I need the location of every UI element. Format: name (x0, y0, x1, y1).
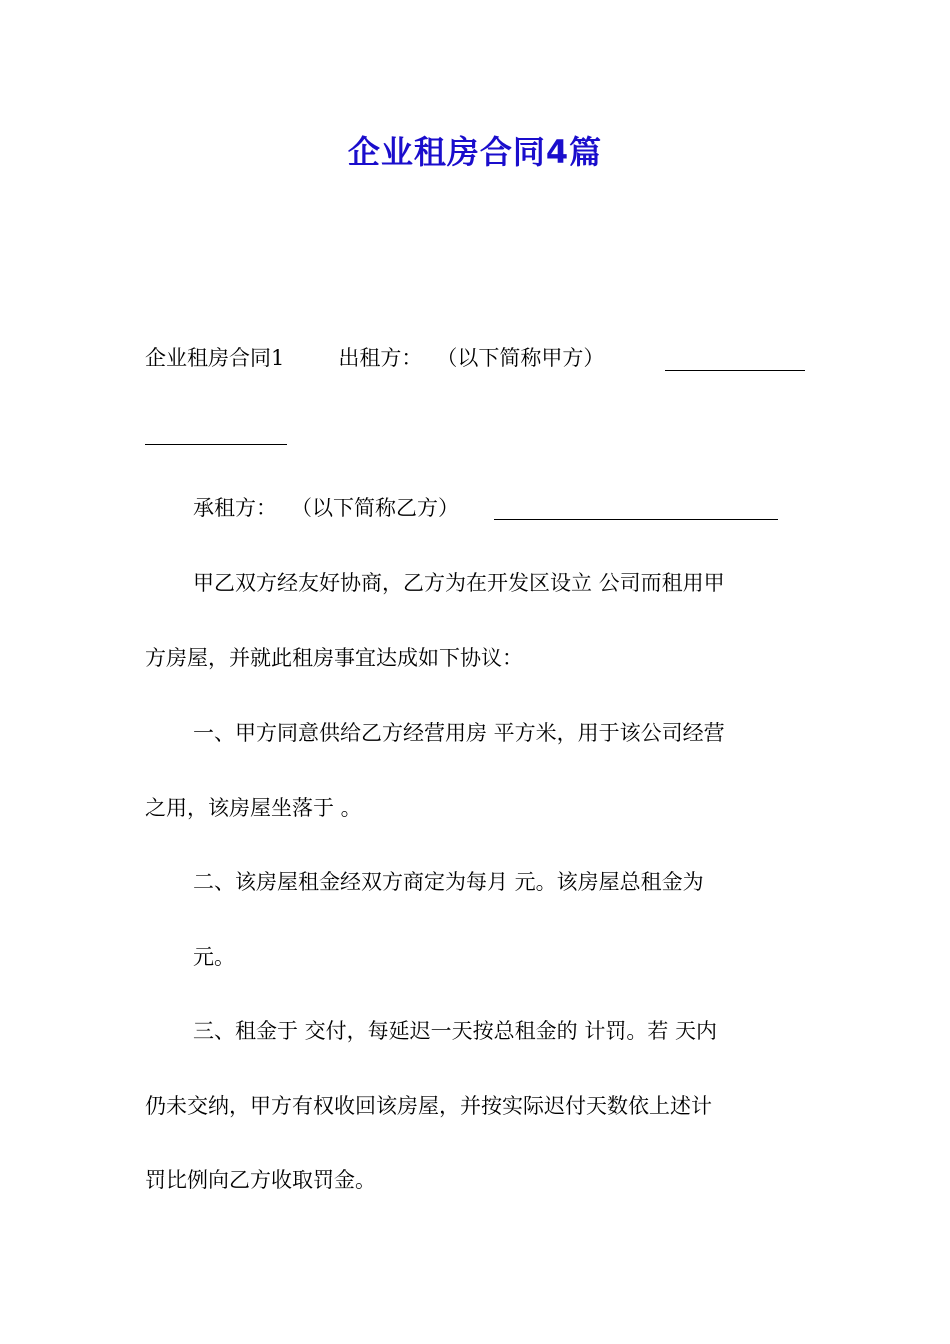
paragraph-1-line-2: 方房屋，并就此租房事宜达成如下协议： (145, 646, 523, 670)
paragraph-4-line-2: 仍未交纳，甲方有权收回该房屋，并按实际迟付天数依上述计 (145, 1094, 712, 1118)
lessee-label: 承租方： (193, 496, 277, 520)
paragraph-1-line-1: 甲乙双方经友好协商，乙方为在开发区设立 公司而租用甲 (193, 571, 725, 595)
lessor-label: 出租方： (338, 346, 423, 370)
document-title: 企业租房合同4篇 (347, 133, 603, 171)
lessee-abbrev: （以下简称乙方） (291, 496, 459, 520)
paragraph-4-line-3: 罚比例向乙方收取罚金。 (145, 1168, 376, 1192)
lessor-abbrev: （以下简称甲方） (436, 346, 605, 370)
paragraph-3-line-2: 元。 (193, 945, 235, 969)
contract-heading: 企业租房合同1 (145, 346, 285, 370)
paragraph-2-line-2: 之用，该房屋坐落于 。 (145, 796, 362, 820)
paragraph-4-line-1: 三、租金于 交付，每延迟一天按总租金的 计罚。若 天内 (193, 1019, 718, 1043)
lessor-blank-2 (145, 444, 287, 445)
lessor-blank-1 (665, 370, 805, 371)
paragraph-2-line-1: 一、甲方同意供给乙方经营用房 平方米，用于该公司经营 (193, 721, 725, 745)
lessee-blank (494, 519, 778, 520)
paragraph-3-line-1: 二、该房屋租金经双方商定为每月 元。该房屋总租金为 (193, 870, 704, 894)
